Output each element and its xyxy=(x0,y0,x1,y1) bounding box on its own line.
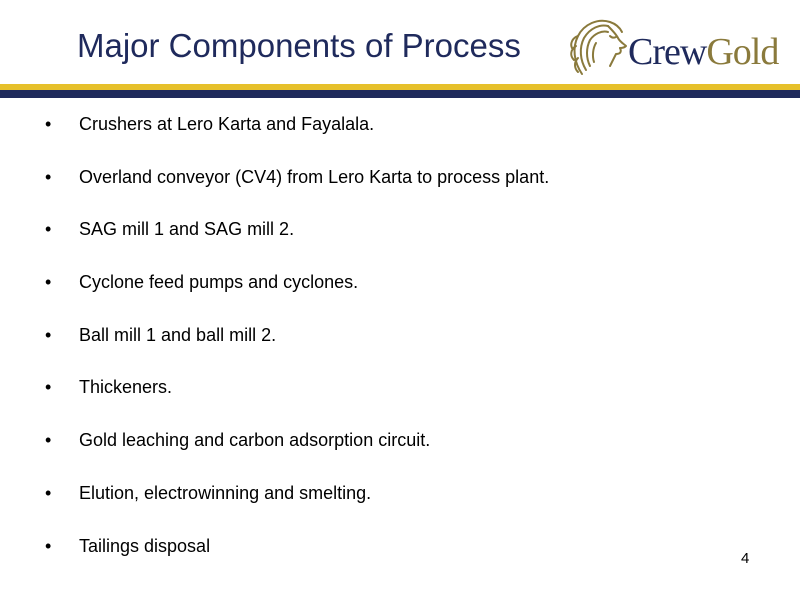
logo-word-crew: Crew xyxy=(628,31,707,73)
bullet-marker: • xyxy=(45,272,52,293)
slide-title: Major Components of Process xyxy=(77,27,521,64)
bullet-text: Overland conveyor (CV4) from Lero Karta to process plant. xyxy=(79,166,550,187)
logo-word-gold: Gold xyxy=(706,31,779,73)
page-number: 4 xyxy=(741,550,750,567)
bullet-text: Cyclone feed pumps and cyclones. xyxy=(79,272,359,293)
logo-wordmark xyxy=(628,30,778,74)
lion-head-icon xyxy=(566,12,630,80)
crew-gold-logo xyxy=(566,12,780,82)
bullet-marker: • xyxy=(45,482,52,503)
bullet-marker: • xyxy=(45,114,52,134)
bullet-text: Tailings disposal xyxy=(79,535,211,556)
header-band-navy xyxy=(0,90,800,98)
bullet-marker: • xyxy=(45,535,52,556)
bullet-marker: • xyxy=(45,377,52,398)
bullet-text: SAG mill 1 and SAG mill 2. xyxy=(79,219,295,240)
bullet-text: Gold leaching and carbon adsorption circuit. xyxy=(79,430,431,451)
bullet-marker: • xyxy=(45,219,52,240)
bullet-text: Elution, electrowinning and smelting. xyxy=(79,482,372,503)
bullet-marker: • xyxy=(45,166,52,187)
bullet-marker: • xyxy=(45,430,52,451)
bullet-text: Thickeners. xyxy=(79,377,173,398)
bullet-text: Crushers at Lero Karta and Fayalala. xyxy=(79,114,375,134)
bullet-marker: • xyxy=(45,324,52,345)
bullet-text: Ball mill 1 and ball mill 2. xyxy=(79,324,277,345)
